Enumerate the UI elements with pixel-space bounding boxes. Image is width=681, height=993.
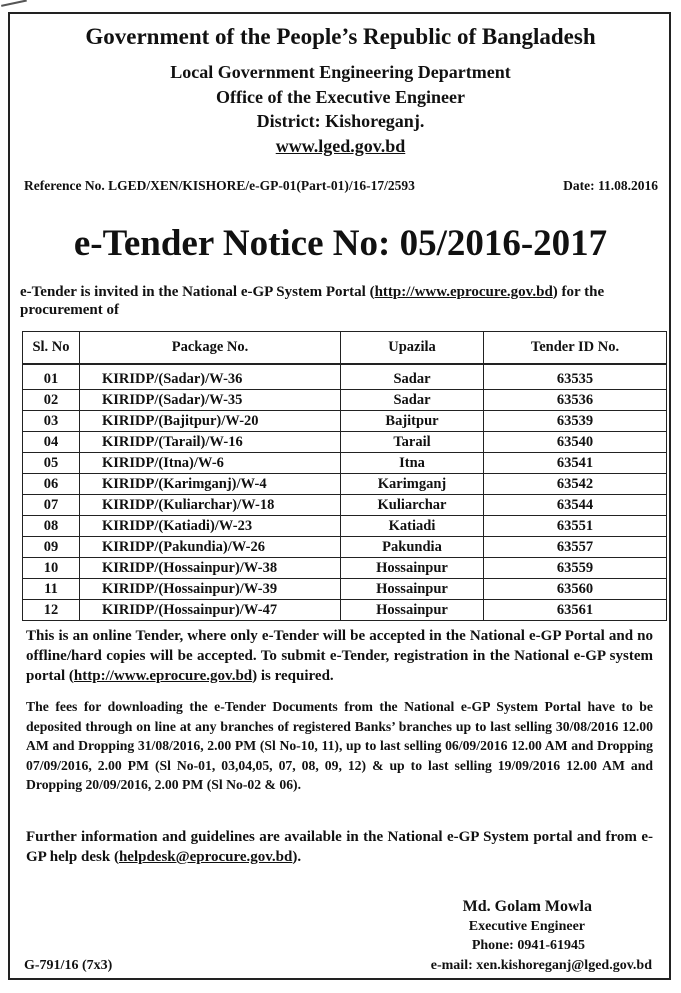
cell-sl: 08 xyxy=(23,516,80,537)
cell-package: KIRIDP/(Tarail)/W-16 xyxy=(80,432,341,453)
office-heading: Office of the Executive Engineer xyxy=(216,87,465,107)
cell-tender-id: 63540 xyxy=(484,432,667,453)
corner-mark xyxy=(0,0,27,7)
table-row xyxy=(23,537,667,558)
website-link[interactable]: www.lged.gov.bd xyxy=(275,136,406,156)
cell-sl: 04 xyxy=(23,432,80,453)
signatory-phone: Phone: 0941-61945 xyxy=(471,938,585,953)
cell-upazila: Sadar xyxy=(341,364,484,390)
cell-package: KIRIDP/(Itna)/W-6 xyxy=(80,453,341,474)
signatory-email: e-mail: xen.kishoreganj@lged.gov.bd xyxy=(430,958,652,973)
helpdesk-email-link[interactable]: helpdesk@eprocure.gov.bd xyxy=(118,849,293,865)
eprocure-link[interactable]: http://www.eprocure.gov.bd xyxy=(374,284,553,300)
cell-tender-id: 63535 xyxy=(484,364,667,390)
cell-upazila: Pakundia xyxy=(341,537,484,558)
para3-text-b: ). xyxy=(292,849,302,865)
cell-tender-id: 63559 xyxy=(484,558,667,579)
table-row xyxy=(23,453,667,474)
intro-text-b: ) for the procurement of xyxy=(20,284,605,318)
table-row xyxy=(23,600,667,621)
table-header-row xyxy=(23,332,667,365)
header-tender-id: Tender ID No. xyxy=(484,332,667,365)
cell-tender-id: 63536 xyxy=(484,390,667,411)
table-row xyxy=(23,558,667,579)
para3-text-a: Further information and guidelines are available in the National e-GP System portal and from e-GP help desk ( xyxy=(26,829,653,865)
intro-text-a: e-Tender is invited in the National e-GP System Portal ( xyxy=(20,284,375,300)
cell-upazila: Hossainpur xyxy=(341,558,484,579)
cell-package: KIRIDP/(Hossainpur)/W-39 xyxy=(80,579,341,600)
intro-paragraph xyxy=(20,283,665,319)
cell-tender-id: 63557 xyxy=(484,537,667,558)
cell-sl: 01 xyxy=(23,364,80,390)
cell-tender-id: 63560 xyxy=(484,579,667,600)
cell-sl: 02 xyxy=(23,390,80,411)
cell-upazila: Katiadi xyxy=(341,516,484,537)
fees-paragraph: The fees for downloading the e-Tender Documents from the National e-GP System Portal have to be deposited through on line at any branches of registered Banks’ branches up to last selling 30/08/2016 12.00 AM and Dropping 31/08/2016, 2.00 PM (Sl No-10, 11), up to last selling 06/09/2016 12.00 AM and Dropping 07/09/2016, 2.00 PM (Sl No-01, 03,04,05, 07, 08, 09, 12) & up to last selling 19/09/2016 12.00 AM and Dropping 20/09/2016, 2.00 PM (Sl No-02 & 06). xyxy=(26,699,653,792)
government-heading: Government of the People’s Republic of Bangladesh xyxy=(85,24,596,49)
cell-tender-id: 63542 xyxy=(484,474,667,495)
cell-sl: 07 xyxy=(23,495,80,516)
table-row xyxy=(23,495,667,516)
header-package-no: Package No. xyxy=(80,332,341,365)
cell-package: KIRIDP/(Kuliarchar)/W-18 xyxy=(80,495,341,516)
header-sl-no: Sl. No xyxy=(23,332,80,365)
table-row xyxy=(23,432,667,453)
online-tender-paragraph xyxy=(26,626,653,686)
notice-date: Date: 11.08.2016 xyxy=(563,178,658,193)
table-row xyxy=(23,364,667,390)
notice-title: e-Tender Notice No: 05/2016-2017 xyxy=(73,223,608,264)
cell-upazila: Hossainpur xyxy=(341,600,484,621)
footer-code: G-791/16 (7x3) xyxy=(24,958,113,973)
cell-tender-id: 63539 xyxy=(484,411,667,432)
cell-package: KIRIDP/(Hossainpur)/W-47 xyxy=(80,600,341,621)
further-info-paragraph xyxy=(26,827,653,867)
cell-sl: 11 xyxy=(23,579,80,600)
header-upazila: Upazila xyxy=(341,332,484,365)
cell-package: KIRIDP/(Sadar)/W-36 xyxy=(80,364,341,390)
table-row xyxy=(23,516,667,537)
reference-number: Reference No. LGED/XEN/KISHORE/e-GP-01(Part-01)/16-17/2593 xyxy=(24,178,415,193)
cell-sl: 03 xyxy=(23,411,80,432)
cell-sl: 09 xyxy=(23,537,80,558)
signatory-title: Executive Engineer xyxy=(468,919,585,934)
cell-package: KIRIDP/(Hossainpur)/W-38 xyxy=(80,558,341,579)
table-row xyxy=(23,579,667,600)
cell-package: KIRIDP/(Bajitpur)/W-20 xyxy=(80,411,341,432)
cell-upazila: Tarail xyxy=(341,432,484,453)
cell-upazila: Bajitpur xyxy=(341,411,484,432)
cell-upazila: Itna xyxy=(341,453,484,474)
cell-package: KIRIDP/(Katiadi)/W-23 xyxy=(80,516,341,537)
cell-tender-id: 63541 xyxy=(484,453,667,474)
signatory-name: Md. Golam Mowla xyxy=(462,898,592,915)
cell-upazila: Hossainpur xyxy=(341,579,484,600)
eprocure-link-2[interactable]: http://www.eprocure.gov.bd xyxy=(73,668,253,684)
cell-sl: 05 xyxy=(23,453,80,474)
cell-tender-id: 63551 xyxy=(484,516,667,537)
cell-upazila: Sadar xyxy=(341,390,484,411)
cell-sl: 06 xyxy=(23,474,80,495)
table-row xyxy=(23,411,667,432)
cell-tender-id: 63561 xyxy=(484,600,667,621)
tender-table xyxy=(22,331,667,621)
cell-tender-id: 63544 xyxy=(484,495,667,516)
para1-text-a: This is an online Tender, where only e-Tender will be accepted in the National e-GP Portal and no offline/hard copies will be accepted. To submit e-Tender, registration in the National e-GP system portal ( xyxy=(26,628,653,684)
cell-sl: 10 xyxy=(23,558,80,579)
cell-upazila: Kuliarchar xyxy=(341,495,484,516)
cell-upazila: Karimganj xyxy=(341,474,484,495)
website-link-row xyxy=(0,136,681,157)
cell-package: KIRIDP/(Pakundia)/W-26 xyxy=(80,537,341,558)
department-heading: Local Government Engineering Department xyxy=(170,62,511,82)
cell-sl: 12 xyxy=(23,600,80,621)
table-row xyxy=(23,474,667,495)
table-row xyxy=(23,390,667,411)
cell-package: KIRIDP/(Karimganj)/W-4 xyxy=(80,474,341,495)
para1-text-b: ) is required. xyxy=(252,668,334,684)
district-heading: District: Kishoreganj. xyxy=(256,111,425,131)
cell-package: KIRIDP/(Sadar)/W-35 xyxy=(80,390,341,411)
reference-row xyxy=(24,178,658,194)
